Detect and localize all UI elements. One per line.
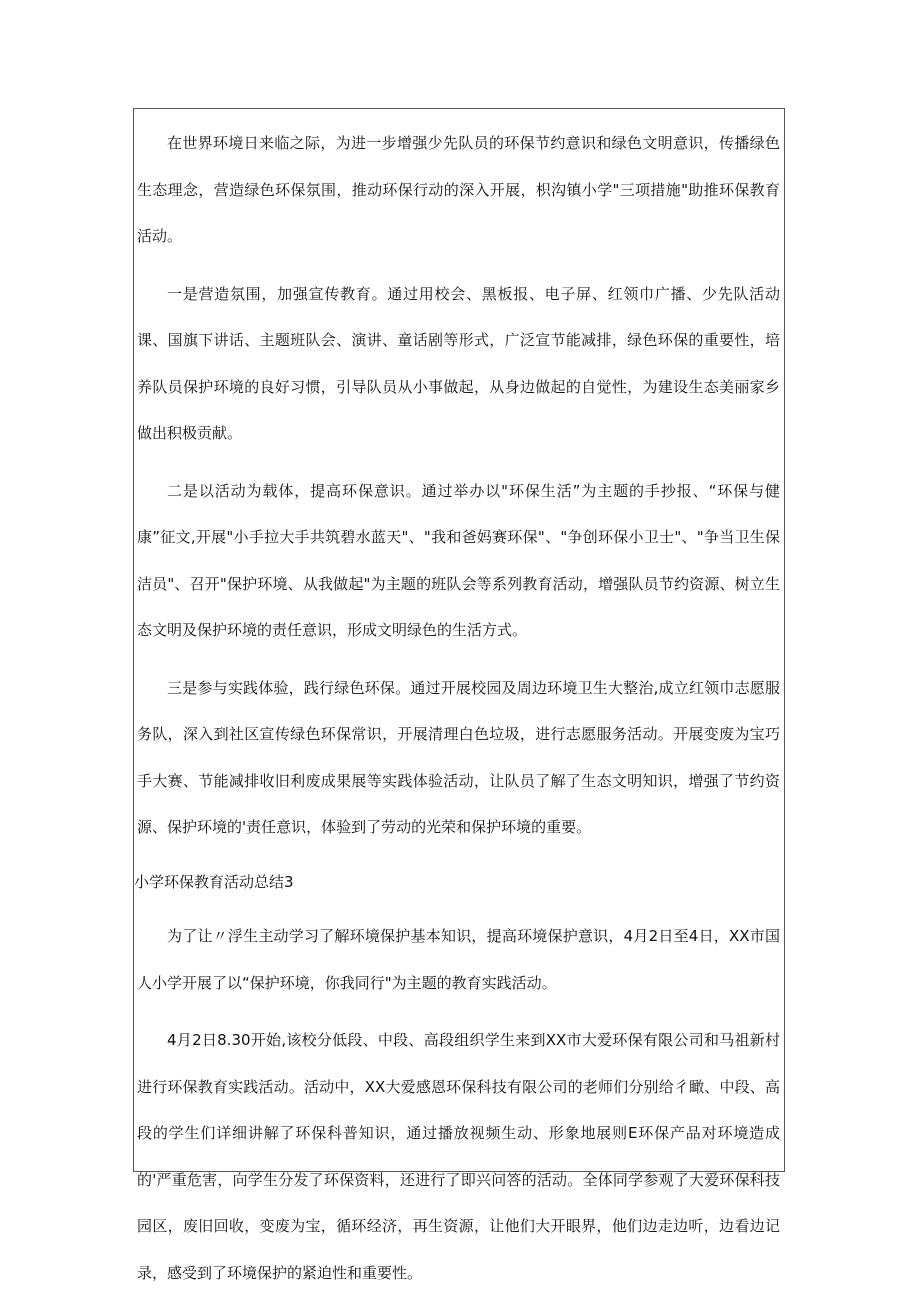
paragraph-summary-activity: 4月2日8.30开始,该校分低段、中段、高段组织学生来到XX市大爱环保有限公司和马祖新村进行环保教育实践活动。活动中，XX大爱感恩环保科技有限公司的老师们分别给彳瞰、中段、高段的学生们详细讲解了环保科普知识，通过播放视频生动、形象地展则E环保产品对环境造成的'严重危害，向学生分发了环保资料，还进行了即兴问答的活动。全体同学参观了大爱环保科技园区，废旧回收，变废为宝，循环经济，再生资源，让他们大开眼界，他们边走边听，边看边记录，感受到了环境保护的紧迫性和重要性。 [137, 1031, 780, 1282]
paragraph-intro: 在世界环境日来临之际，为进一步增强少先队员的环保节约意识和绿色文明意识，传播绿色生态理念，营造绿色环保氛围，推动环保行动的深入开展，枳沟镇小学"三项措施"助推环保教育活动。 [137, 134, 780, 245]
section-heading: 小学环保教育活动总结3 [134, 872, 294, 891]
paragraph-measure-3: 三是参与实践体验，践行绿色环保。通过开展校园及周边环境卫生大整治,成立红领巾志愿服务队，深入到社区宣传绿色环保常识，开展清理白色垃圾，进行志愿服务活动。开展变废为宝巧手大赛、节能减排收旧利废成果展等实践体验活动，让队员了解了生态文明知识，增强了节约资源、保护环境的'责任意识，体验到了劳动的光荣和保护环境的重要。 [137, 678, 780, 836]
paragraph-summary-intro: 为了让〃浮生主动学习了解环境保护基本知识，提高环境保护意识，4月2日至4日，XX市国人小学开展了以“保护环境，你我同行"为主题的教育实践活动。 [137, 927, 780, 992]
paragraph-measure-1: 一是营造氛围，加强宣传教育。通过用校会、黑板报、电子屏、红领巾广播、少先队活动课、国旗下讲话、主题班队会、演讲、童话剧等形式，广泛宣节能减排，绿色环保的重要性，培养队员保护环境的良好习惯，引导队员从小事做起，从身边做起的自觉性，为建设生态美丽家乡做出积极贡献。 [137, 284, 780, 442]
paragraph-measure-2: 二是以活动为载体，提高环保意识。通过举办以"环保生活”为主题的手抄报、“环保与健康”征文,开展"小手拉大手共筑碧水蓝天"、"我和爸妈赛环保"、"争创环保小卫士"、"争当卫生保洁员"、召开"保护环境、从我做起"为主题的班队会等系列教育活动，增强队员节约资源、树立生态文明及保护环境的责任意识，形成文明绿色的生活方式。 [137, 481, 780, 639]
document-body [134, 120, 780, 1307]
